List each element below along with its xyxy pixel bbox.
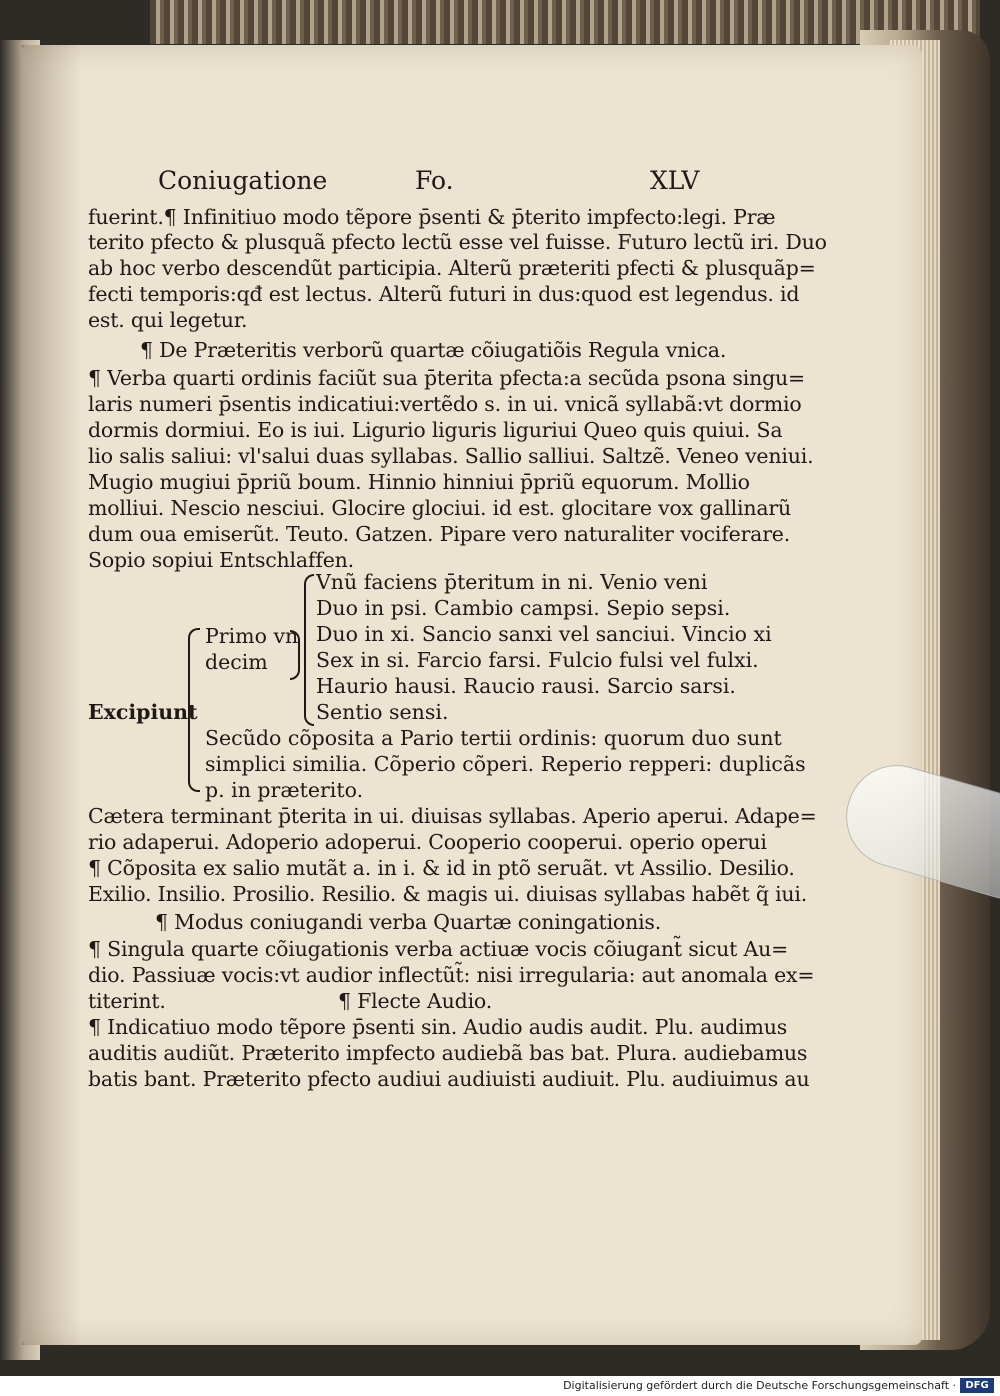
text-line: Sopio sopiui Entschlaffen. bbox=[88, 548, 354, 572]
text-line: ¶ Indicatiuo modo tẽpore p̄senti sin. Audio audis audit. Plu. audimus bbox=[88, 1015, 788, 1039]
text-line: ¶ Cõposita ex salio mutãt a. in i. & id in ptõ seruãt. vt Assilio. Desilio. bbox=[88, 856, 795, 880]
text-line: terito pfecto & plusquã pfecto lectũ esse vel fuisse. Futuro lectũ iri. Duo bbox=[88, 230, 827, 254]
exception-item: Sentio sensi. bbox=[316, 700, 449, 724]
exception-item: Haurio hausi. Raucio rausi. Sarcio sarsi. bbox=[316, 674, 736, 698]
text-line: dum oua emiserũt. Teuto. Gatzen. Pipare vero naturaliter vociferare. bbox=[88, 522, 791, 546]
running-head-left: Coniugatione bbox=[158, 166, 328, 195]
gutter-shadow bbox=[22, 45, 82, 1345]
text-line: rio adaperui. Adoperio adoperui. Cooperio cooperui. operio operui bbox=[88, 830, 767, 854]
exception-item: Duo in psi. Cambio campsi. Sepio sepsi. bbox=[316, 596, 731, 620]
text-line: Mugio mugiui p̄priũ boum. Hinnio hinniui p̄priũ equorum. Mollio bbox=[88, 470, 750, 494]
text-line: ¶ Singula quarte cõiugationis verba actiuæ vocis cõiugant̃ sicut Au= bbox=[88, 937, 789, 961]
book-top-edge bbox=[150, 0, 980, 44]
outer-brace bbox=[188, 628, 200, 792]
primo-label: Primo vn bbox=[205, 624, 299, 648]
text-line: ¶ Verba quarti ordinis faciũt sua p̄terita pfecta:a secũda psona singu= bbox=[88, 366, 805, 390]
exception-item: Sex in si. Farcio farsi. Fulcio fulsi vel fulxi. bbox=[316, 648, 759, 672]
text-line: auditis audiũt. Præterito impfecto audiebã bas bat. Plura. audiebamus bbox=[88, 1041, 808, 1065]
text-line: fuerint.¶ Infinitiuo modo tẽpore p̄senti & p̄terito impfecto:legi. Præ bbox=[88, 205, 776, 229]
text-line: Exilio. Insilio. Prosilio. Resilio. & magis ui. diuisas syllabas habẽt q̃ iui. bbox=[88, 882, 808, 906]
exception-secundo: Secũdo cõposita a Pario tertii ordinis: quorum duo sunt bbox=[205, 726, 782, 750]
excipiunt-label: Excipiunt bbox=[88, 700, 198, 724]
inner-brace bbox=[304, 574, 314, 726]
text-line: laris numeri p̄sentis indicatiui:vertẽdo s. in ui. vnicã syllabã:vt dormio bbox=[88, 392, 802, 416]
section-heading: ¶ Modus coniugandi verba Quartæ coningationis. bbox=[155, 910, 662, 934]
inner-brace-right bbox=[290, 630, 300, 680]
text-line: fecti temporis:qđ est lectus. Alterũ futuri in dus:quod est legendus. id bbox=[88, 282, 800, 306]
text-line: molliui. Nescio nesciui. Glocire glociui. id est. glocitare vox gallinarũ bbox=[88, 496, 791, 520]
primo-label-2: decim bbox=[205, 650, 268, 674]
text-line: titerint. bbox=[88, 989, 166, 1013]
flecte-heading: ¶ Flecte Audio. bbox=[338, 989, 493, 1013]
exception-item: Duo in xi. Sancio sanxi vel sanciui. Vincio xi bbox=[316, 622, 772, 646]
section-heading: ¶ De Præteritis verborũ quartæ cõiugatiõis Regula vnica. bbox=[140, 338, 727, 362]
text-line: est. qui legetur. bbox=[88, 308, 248, 332]
text-line: ab hoc verbo descendũt participia. Alterũ præteriti pfecti & plusquãp= bbox=[88, 256, 816, 280]
text-line: lio salis saliui: vl'salui duas syllabas. Sallio salliui. Saltzẽ. Veneo veniui. bbox=[88, 444, 814, 468]
text-line: batis bant. Præterito pfecto audiui audiuisti audiuit. Plu. audiuimus au bbox=[88, 1067, 810, 1091]
exception-secundo: p. in præterito. bbox=[205, 778, 364, 802]
funding-notice: Digitalisierung gefördert durch die Deutsche Forschungsgemeinschaft · bbox=[563, 1379, 956, 1392]
exception-item: Vnũ faciens p̄teritum in ni. Venio veni bbox=[316, 570, 708, 594]
text-line: Cætera terminant p̄terita in ui. diuisas syllabas. Aperio aperui. Adape= bbox=[88, 804, 817, 828]
folio-number: XLV bbox=[650, 166, 700, 195]
exception-secundo: simplici similia. Cõperio cõperi. Reperio repperi: duplicãs bbox=[205, 752, 806, 776]
footer-bar bbox=[0, 1376, 1000, 1396]
folio-label: Fo. bbox=[415, 166, 454, 195]
text-line: dormis dormiui. Eo is iui. Ligurio liguris liguriui Queo quis quiui. Sa bbox=[88, 418, 783, 442]
dfg-logo: DFG bbox=[960, 1378, 994, 1393]
text-line: dio. Passiuæ vocis:vt audior inflectũt̃: nisi irregularia: aut anomala ex= bbox=[88, 963, 815, 987]
